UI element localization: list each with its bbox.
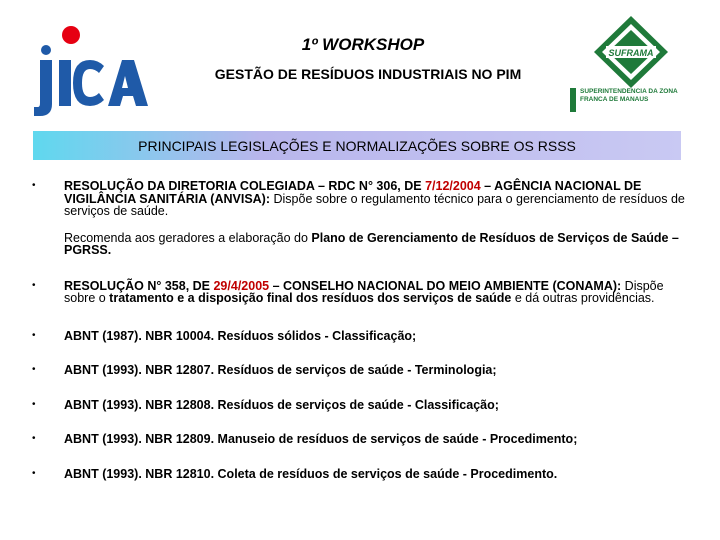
section-banner xyxy=(33,131,681,160)
conama-council: – CONSELHO NACIONAL DO MEIO AMBIENTE (CONAMA): xyxy=(269,278,622,293)
list-item-conama xyxy=(30,280,692,305)
abnt-text: ABNT (1993). NBR 12809. Manuseio de resíduos de serviços de saúde - Procedimento; xyxy=(64,432,578,446)
rdc-text xyxy=(64,180,692,218)
bullet: • xyxy=(32,180,36,191)
rdc-date: 7/12/2004 xyxy=(425,179,481,193)
jica-logo xyxy=(32,22,152,118)
rdc-recommendation xyxy=(30,232,692,257)
list-item-abnt xyxy=(30,399,692,412)
workshop-title: 1º WORKSHOP xyxy=(301,35,425,54)
abnt-text: ABNT (1987). NBR 10004. Resíduos sólidos - Classificação; xyxy=(64,328,417,343)
rec-pgrss: Plano de Gerenciamento de Resíduos de Serviços de Saúde – PGRSS. xyxy=(64,230,679,257)
workshop-subtitle: GESTÃO DE RESÍDUOS INDUSTRIAIS NO PIM xyxy=(214,66,522,82)
list-item-abnt xyxy=(30,433,692,446)
rdc-description: Dispõe sobre o regulamento técnico para o gerenciamento de resíduos de serviços de saúde. xyxy=(64,191,685,218)
abnt-text: ABNT (1993). NBR 12807. Resíduos de serviços de saúde - Terminologia; xyxy=(64,363,497,377)
bullet: • xyxy=(32,433,36,444)
bullet: • xyxy=(32,364,36,375)
bullet: • xyxy=(32,398,36,410)
list-item-abnt xyxy=(30,468,692,481)
list-item-abnt xyxy=(30,330,692,343)
bullet: • xyxy=(32,467,36,479)
suframa-caption: SUPERINTENDÊNCIA DA ZONA FRANCA DE MANAUS xyxy=(580,88,678,103)
conama-desc-1: Dispõe sobre o xyxy=(64,278,664,305)
abnt-text: ABNT (1993). NBR 12808. Resíduos de serviços de saúde - Classificação; xyxy=(64,397,499,412)
suframa-logo xyxy=(566,12,696,120)
bullet: • xyxy=(32,329,36,341)
suframa-logo-text: SUFRAMA xyxy=(608,48,654,58)
suframa-logo-icon xyxy=(566,12,696,120)
jica-logo-icon xyxy=(32,22,152,118)
conama-text xyxy=(64,280,692,305)
conama-date: 29/4/2005 xyxy=(213,278,270,293)
conama-desc-2: e dá outras providências. xyxy=(511,291,655,305)
bullet: • xyxy=(32,279,36,291)
banner-text: PRINCIPAIS LEGISLAÇÕES E NORMALIZAÇÕES SOBRE OS RSSS xyxy=(138,137,576,154)
conama-lead: RESOLUÇÃO N° 358, DE xyxy=(64,278,214,293)
rdc-lead: RESOLUÇÃO DA DIRETORIA COLEGIADA – RDC N° 306, DE xyxy=(64,179,426,193)
list-item-abnt xyxy=(30,364,692,377)
list-item-rdc xyxy=(30,180,692,218)
rec-text: Recomenda aos geradores a elaboração do xyxy=(64,230,312,245)
legislation-list xyxy=(30,180,692,480)
rdc-agency: – AGÊNCIA NACIONAL DE VIGILÂNCIA SANITÁRIA (ANVISA): xyxy=(64,179,642,206)
abnt-text: ABNT (1993). NBR 12810. Coleta de resíduos de serviços de saúde - Procedimento. xyxy=(64,466,558,481)
conama-desc-bold: tratamento e a disposição final dos resíduos dos serviços de saúde xyxy=(109,291,512,305)
